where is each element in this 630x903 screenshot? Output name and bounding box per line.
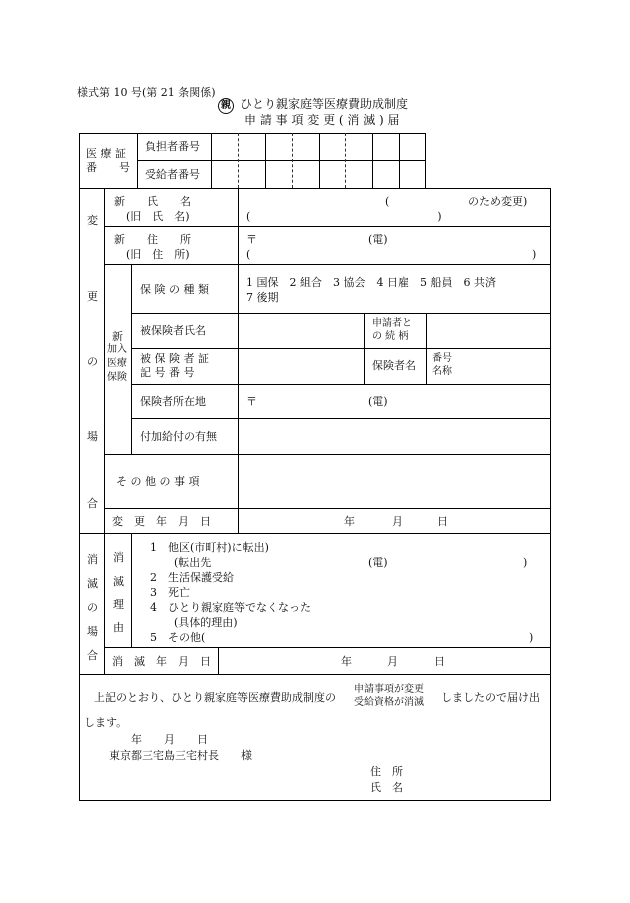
declaration-text-before: 上記のとおり、ひとり親家庭等医療費助成制度の <box>94 691 336 704</box>
loss-reason-1-destination: (転出先 <box>174 556 212 569</box>
insurance-type-label: 保 険 の 種 類 <box>140 283 209 296</box>
name-change-reason: のため変更) <box>468 195 528 208</box>
old-name-paren: ( ) <box>246 210 442 223</box>
loss-reason-4: 4 ひとり親家庭等でなくなった <box>150 601 311 614</box>
declaration-text-line2: します。 <box>84 716 128 729</box>
loss-reason-5-close: ) <box>529 631 534 644</box>
insurer-postal-mark: 〒 <box>246 395 257 408</box>
form-subtitle: 申 請 事 項 変 更 ( 消 滅 ) 届 <box>244 113 400 127</box>
loss-date-day: 日 <box>434 655 445 668</box>
insurer-number-label: 番号 <box>432 353 452 364</box>
insurance-type-options-2: 7 後期 <box>246 291 279 304</box>
declaration-recipient: 東京都三宅島三宅村長 様 <box>109 749 252 762</box>
change-date-label: 変 更 年 月 日 <box>112 515 211 528</box>
old-name-label: (旧 氏 名) <box>126 210 190 223</box>
declaration-date: 年 月 日 <box>131 733 208 746</box>
recipient-number-label: 受給者番号 <box>145 168 200 181</box>
loss-date-label: 消 滅 年 月 日 <box>112 655 211 668</box>
name-paren-open: ( <box>385 195 390 208</box>
declaration-address-label: 住 所 <box>370 765 403 778</box>
declaration-name-label: 氏 名 <box>370 781 403 794</box>
relation-label-line1: 申請者と <box>372 318 412 329</box>
other-items-label: そ の 他 の 事 項 <box>116 475 200 488</box>
phone-label: (電) <box>368 233 388 246</box>
loss-date-year: 年 <box>341 655 352 668</box>
change-date-day: 日 <box>437 515 448 528</box>
old-address-open: ( <box>246 248 251 261</box>
loss-reason-5: 5 その他( <box>150 631 206 644</box>
loss-reason-1: 1 他区(市町村)に転出) <box>150 541 269 554</box>
insurance-type-options-1: 1 国保 2 組合 3 協会 4 日雇 5 船員 6 共済 <box>246 276 496 289</box>
cert-label-line1: 医 療 証 <box>86 147 126 160</box>
new-name-label: 新 氏 名 <box>114 195 191 208</box>
cert-symbol-label-line2: 記 号 番 号 <box>140 366 195 379</box>
loss-reason-4-detail: (具体的理由) <box>174 616 238 629</box>
form-title <box>218 98 408 114</box>
loss-reason-1-phone: (電) <box>368 556 388 569</box>
form-number: 様式第 10 号(第 21 条関係) <box>77 86 216 99</box>
form-title-text: ひとり親家庭等医療費助成制度 <box>240 97 409 111</box>
declaration-text-after: しましたので届け出 <box>441 691 540 704</box>
change-date-year: 年 <box>344 515 355 528</box>
burden-number-label: 負担者番号 <box>145 140 200 153</box>
insurer-phone-label: (電) <box>368 395 388 408</box>
insurer-name-label: 保険者名 <box>372 359 416 372</box>
insurer-title-label: 名称 <box>432 366 452 377</box>
declaration-option-loss: 受給資格が消滅 <box>354 697 424 708</box>
insured-name-label: 被保険者氏名 <box>140 324 206 337</box>
loss-reason-1-close: ) <box>523 556 528 569</box>
postal-mark: 〒 <box>246 233 257 246</box>
insurer-address-label: 保険者所在地 <box>140 395 206 408</box>
change-date-month: 月 <box>392 515 403 528</box>
loss-reason-3: 3 死亡 <box>150 586 190 599</box>
cert-label-line2: 番 号 <box>86 161 130 174</box>
circle-mark-icon: 親 <box>218 98 234 114</box>
loss-date-month: 月 <box>387 655 398 668</box>
loss-reason-2: 2 生活保護受給 <box>150 571 234 584</box>
relation-label-line2: の 続 柄 <box>372 331 409 342</box>
cert-symbol-label-line1: 被 保 険 者 証 <box>140 352 209 365</box>
declaration-option-change: 申請事項が変更 <box>354 684 424 695</box>
old-address-close: ) <box>532 248 537 261</box>
extra-benefit-label: 付加給付の有無 <box>140 430 217 443</box>
old-address-label: (旧 住 所) <box>126 248 190 261</box>
new-address-label: 新 住 所 <box>114 233 191 246</box>
